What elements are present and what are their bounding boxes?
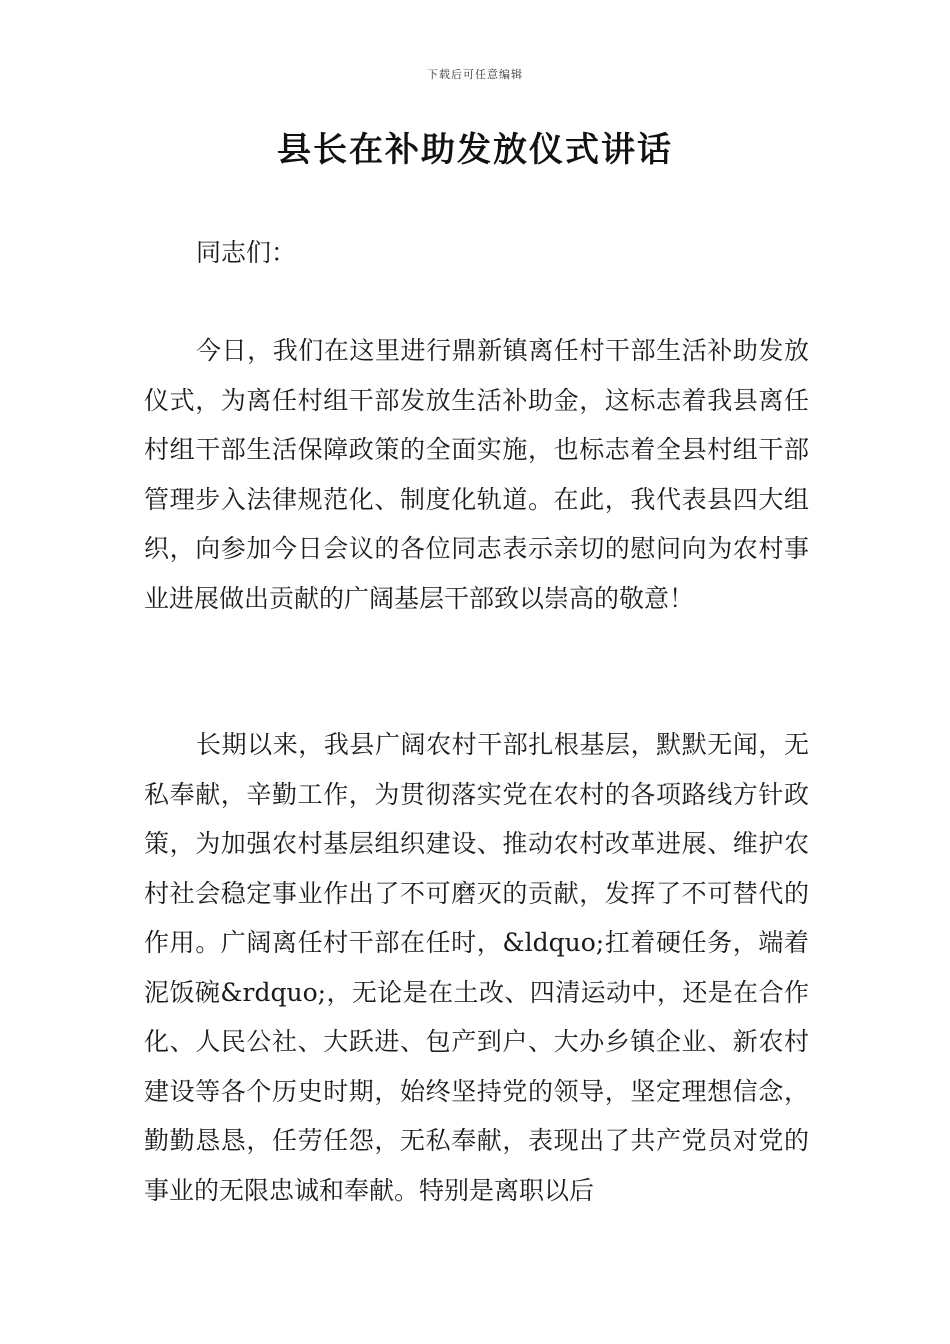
- paragraph-2: 长期以来，我县广阔农村干部扎根基层，默默无闻，无私奉献，辛勤工作，为贯彻落实党在农村的各项路线方针政策，为加强农村基层组织建设、推动农村改革进展、维护农村社会稳定事业作出了不可磨灭的贡献，发挥了不可替代的作用。广阔离任村干部在任时，&ldquo;扛着硬任务，端着泥饭碗&rdquo;，无论是在土改、四清运动中，还是在合作化、人民公社、大跃进、包产到户、大办乡镇企业、新农村建设等各个历史时期，始终坚持党的领导，坚定理想信念，勤勤恳恳，任劳任怨，无私奉献，表现出了共产党员对党的事业的无限忠诚和奉献。特别是离职以后: [144, 730, 809, 1205]
- paragraph-1: 今日，我们在这里进行鼎新镇离任村干部生活补助发放仪式，为离任村组干部发放生活补助金，这标志着我县离任村组干部生活保障政策的全面实施，也标志着全县村组干部管理步入法律规范化、制度化轨道。在此，我代表县四大组织，向参加今日会议的各位同志表示亲切的慰问向为农村事业进展做出贡献的广阔基层干部致以崇高的敬意！: [144, 336, 809, 613]
- salutation: 同志们：: [196, 238, 297, 267]
- document-title: 县长在补助发放仪式讲话: [277, 130, 673, 170]
- header-note: 下载后可任意编辑: [427, 68, 523, 81]
